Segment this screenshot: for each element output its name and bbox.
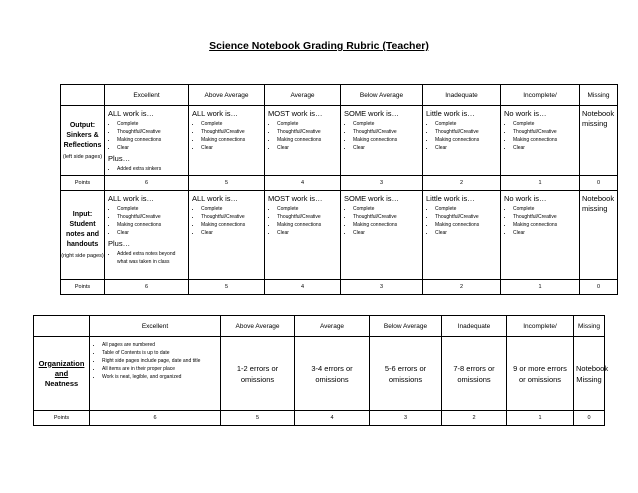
header-empty	[34, 316, 90, 337]
points-value: 5	[189, 176, 265, 191]
criteria-item: • Making connections	[435, 221, 497, 229]
rubric-table-main	[60, 84, 618, 295]
org-title: Organization and	[38, 358, 85, 378]
criteria-list	[192, 120, 261, 152]
criteria-item: • Complete	[201, 205, 261, 213]
criteria-item: • Thoughtful/Creative	[353, 213, 419, 221]
input-average-cell	[265, 191, 341, 280]
points-value: 1	[507, 411, 574, 426]
org-points-row	[34, 411, 605, 426]
criteria-item: • Thoughtful/Creative	[513, 128, 576, 136]
criteria-item: • Making connections	[201, 221, 261, 229]
extra-item: • Added extra notes beyond what was taken in class	[117, 250, 185, 266]
points-value: 3	[370, 411, 442, 426]
points-value: 6	[105, 280, 189, 295]
output-subtitle: (left side pages)	[62, 153, 103, 160]
points-value: 0	[580, 280, 618, 295]
criteria-item: • Making connections	[513, 136, 576, 144]
criteria-list	[504, 205, 576, 237]
criteria-item: • Right side pages include page, date and title	[102, 357, 217, 365]
extra-list	[108, 250, 185, 266]
criteria-item: • Clear	[277, 144, 337, 152]
criteria-item: • Clear	[201, 144, 261, 152]
criteria-item: • Clear	[513, 144, 576, 152]
lead-text: MOST work is…	[268, 194, 323, 203]
points-value: 5	[189, 280, 265, 295]
input-points-row	[61, 280, 618, 295]
output-below-average-cell	[341, 106, 423, 176]
page-title: Science Notebook Grading Rubric (Teacher)	[209, 40, 429, 52]
points-value: 1	[501, 280, 580, 295]
criteria-item: • Clear	[353, 229, 419, 237]
rubric-table-organization	[33, 315, 609, 426]
lead-text: ALL work is…	[192, 194, 238, 203]
header-incomplete: Incomplete/	[501, 85, 580, 106]
input-title: Input: Student notes and handouts	[65, 211, 100, 248]
header-below-average: Below Average	[370, 316, 442, 337]
criteria-item: • Making connections	[117, 221, 185, 229]
criteria-item: • All items are in their proper place	[102, 365, 217, 373]
criteria-item: • Thoughtful/Creative	[201, 213, 261, 221]
points-value: 6	[105, 176, 189, 191]
criteria-item: • Complete	[117, 205, 185, 213]
header-row	[61, 85, 618, 106]
input-subtitle: (right side pages)	[61, 253, 104, 259]
org-excellent-cell	[90, 337, 221, 411]
points-value: 6	[90, 411, 221, 426]
input-missing-cell: Notebook missing	[580, 191, 618, 280]
output-incomplete-cell	[501, 106, 580, 176]
header-above-average: Above Average	[221, 316, 295, 337]
output-row-heading	[61, 106, 105, 176]
input-incomplete-cell	[501, 191, 580, 280]
org-incomplete-cell: 9 or more errors or omissions	[507, 337, 574, 411]
points-value: 2	[423, 176, 501, 191]
criteria-item: • Complete	[117, 120, 185, 128]
points-value: 2	[442, 411, 507, 426]
criteria-item: • Thoughtful/Creative	[435, 213, 497, 221]
header-above-average: Above Average	[189, 85, 265, 106]
criteria-item: • Thoughtful/Creative	[117, 213, 185, 221]
criteria-item: • Complete	[353, 205, 419, 213]
plus-label: Plus…	[108, 154, 131, 163]
header-below-average: Below Average	[341, 85, 423, 106]
criteria-item: • Table of Contents is up to date	[102, 349, 217, 357]
output-missing-cell: Notebook missing	[580, 106, 618, 176]
points-value: 4	[265, 176, 341, 191]
plus-label: Plus…	[108, 239, 131, 248]
extra-item: • Added extra sinkers	[117, 165, 185, 173]
output-inadequate-cell	[423, 106, 501, 176]
criteria-list	[504, 120, 576, 152]
criteria-item: • Thoughtful/Creative	[435, 128, 497, 136]
output-points-row	[61, 176, 618, 191]
criteria-item: • Thoughtful/Creative	[277, 128, 337, 136]
points-value: 3	[341, 280, 423, 295]
criteria-item: • Thoughtful/Creative	[513, 213, 576, 221]
org-inadequate-cell: 7-8 errors or omissions	[442, 337, 507, 411]
points-value: 1	[501, 176, 580, 191]
points-label: Points	[34, 411, 90, 426]
criteria-list	[344, 120, 419, 152]
criteria-item: • Making connections	[277, 221, 337, 229]
lead-text: No work is…	[504, 109, 547, 118]
neatness-title: Neatness	[44, 378, 79, 388]
input-row	[61, 191, 618, 280]
org-below-average-cell: 5-6 errors or omissions	[370, 337, 442, 411]
org-average-cell: 3-4 errors or omissions	[295, 337, 370, 411]
org-row-heading	[34, 337, 90, 411]
criteria-item: • Clear	[117, 144, 185, 152]
criteria-item: • Thoughtful/Creative	[117, 128, 185, 136]
criteria-list	[192, 205, 261, 237]
criteria-item: • Making connections	[353, 136, 419, 144]
criteria-item: • Complete	[277, 120, 337, 128]
org-row	[34, 337, 605, 411]
criteria-item: • Thoughtful/Creative	[277, 213, 337, 221]
criteria-list	[426, 120, 497, 152]
criteria-list	[426, 205, 497, 237]
lead-text: ALL work is…	[108, 109, 154, 118]
output-above-average-cell	[189, 106, 265, 176]
criteria-item: • Complete	[435, 205, 497, 213]
criteria-item: • Clear	[435, 144, 497, 152]
criteria-item: • Complete	[353, 120, 419, 128]
header-excellent: Excellent	[105, 85, 189, 106]
criteria-list	[344, 205, 419, 237]
output-excellent-cell	[105, 106, 189, 176]
criteria-item: • Thoughtful/Creative	[201, 128, 261, 136]
input-row-heading	[61, 191, 105, 280]
lead-text: ALL work is…	[108, 194, 154, 203]
header-inadequate: Inadequate	[423, 85, 501, 106]
criteria-list	[93, 341, 217, 381]
points-value: 3	[341, 176, 423, 191]
points-label: Points	[61, 280, 105, 295]
header-empty	[61, 85, 105, 106]
header-inadequate: Inadequate	[442, 316, 507, 337]
points-value: 0	[574, 411, 605, 426]
criteria-item: • Making connections	[201, 136, 261, 144]
criteria-list	[268, 205, 337, 237]
criteria-item: • Clear	[201, 229, 261, 237]
header-missing: Missing	[580, 85, 618, 106]
org-header-row	[34, 316, 605, 337]
points-value: 5	[221, 411, 295, 426]
points-value: 4	[295, 411, 370, 426]
points-label: Points	[61, 176, 105, 191]
points-value: 4	[265, 280, 341, 295]
extra-list	[108, 165, 185, 173]
criteria-list	[108, 205, 185, 237]
criteria-item: • Clear	[353, 144, 419, 152]
header-average: Average	[295, 316, 370, 337]
org-above-average-cell: 1-2 errors or omissions	[221, 337, 295, 411]
criteria-item: • Clear	[117, 229, 185, 237]
input-inadequate-cell	[423, 191, 501, 280]
input-above-average-cell	[189, 191, 265, 280]
criteria-item: • Clear	[435, 229, 497, 237]
criteria-item: • Complete	[513, 205, 576, 213]
criteria-list	[108, 120, 185, 152]
criteria-item: • Making connections	[435, 136, 497, 144]
lead-text: Little work is…	[426, 194, 475, 203]
criteria-item: • Clear	[277, 229, 337, 237]
lead-text: ALL work is…	[192, 109, 238, 118]
criteria-item: • Complete	[513, 120, 576, 128]
input-below-average-cell	[341, 191, 423, 280]
org-missing-cell: Notebook Missing	[574, 337, 605, 411]
input-excellent-cell	[105, 191, 189, 280]
criteria-list	[268, 120, 337, 152]
criteria-item: • Complete	[435, 120, 497, 128]
criteria-item: • Complete	[277, 205, 337, 213]
header-incomplete: Incomplete/	[507, 316, 574, 337]
output-row	[61, 106, 618, 176]
header-excellent: Excellent	[90, 316, 221, 337]
criteria-item: • Making connections	[277, 136, 337, 144]
lead-text: SOME work is…	[344, 109, 400, 118]
output-average-cell	[265, 106, 341, 176]
output-title: Output: Sinkers & Reflections	[63, 121, 102, 149]
header-missing: Missing	[574, 316, 605, 337]
criteria-item: • Work is neat, legible, and organized	[102, 373, 217, 381]
lead-text: SOME work is…	[344, 194, 400, 203]
lead-text: No work is…	[504, 194, 547, 203]
criteria-item: • Making connections	[513, 221, 576, 229]
points-value: 2	[423, 280, 501, 295]
criteria-item: • Thoughtful/Creative	[353, 128, 419, 136]
points-value: 0	[580, 176, 618, 191]
header-average: Average	[265, 85, 341, 106]
criteria-item: • Making connections	[117, 136, 185, 144]
lead-text: MOST work is…	[268, 109, 323, 118]
lead-text: Little work is…	[426, 109, 475, 118]
criteria-item: • Complete	[201, 120, 261, 128]
criteria-item: • Making connections	[353, 221, 419, 229]
criteria-item: • Clear	[513, 229, 576, 237]
criteria-item: • All pages are numbered	[102, 341, 217, 349]
